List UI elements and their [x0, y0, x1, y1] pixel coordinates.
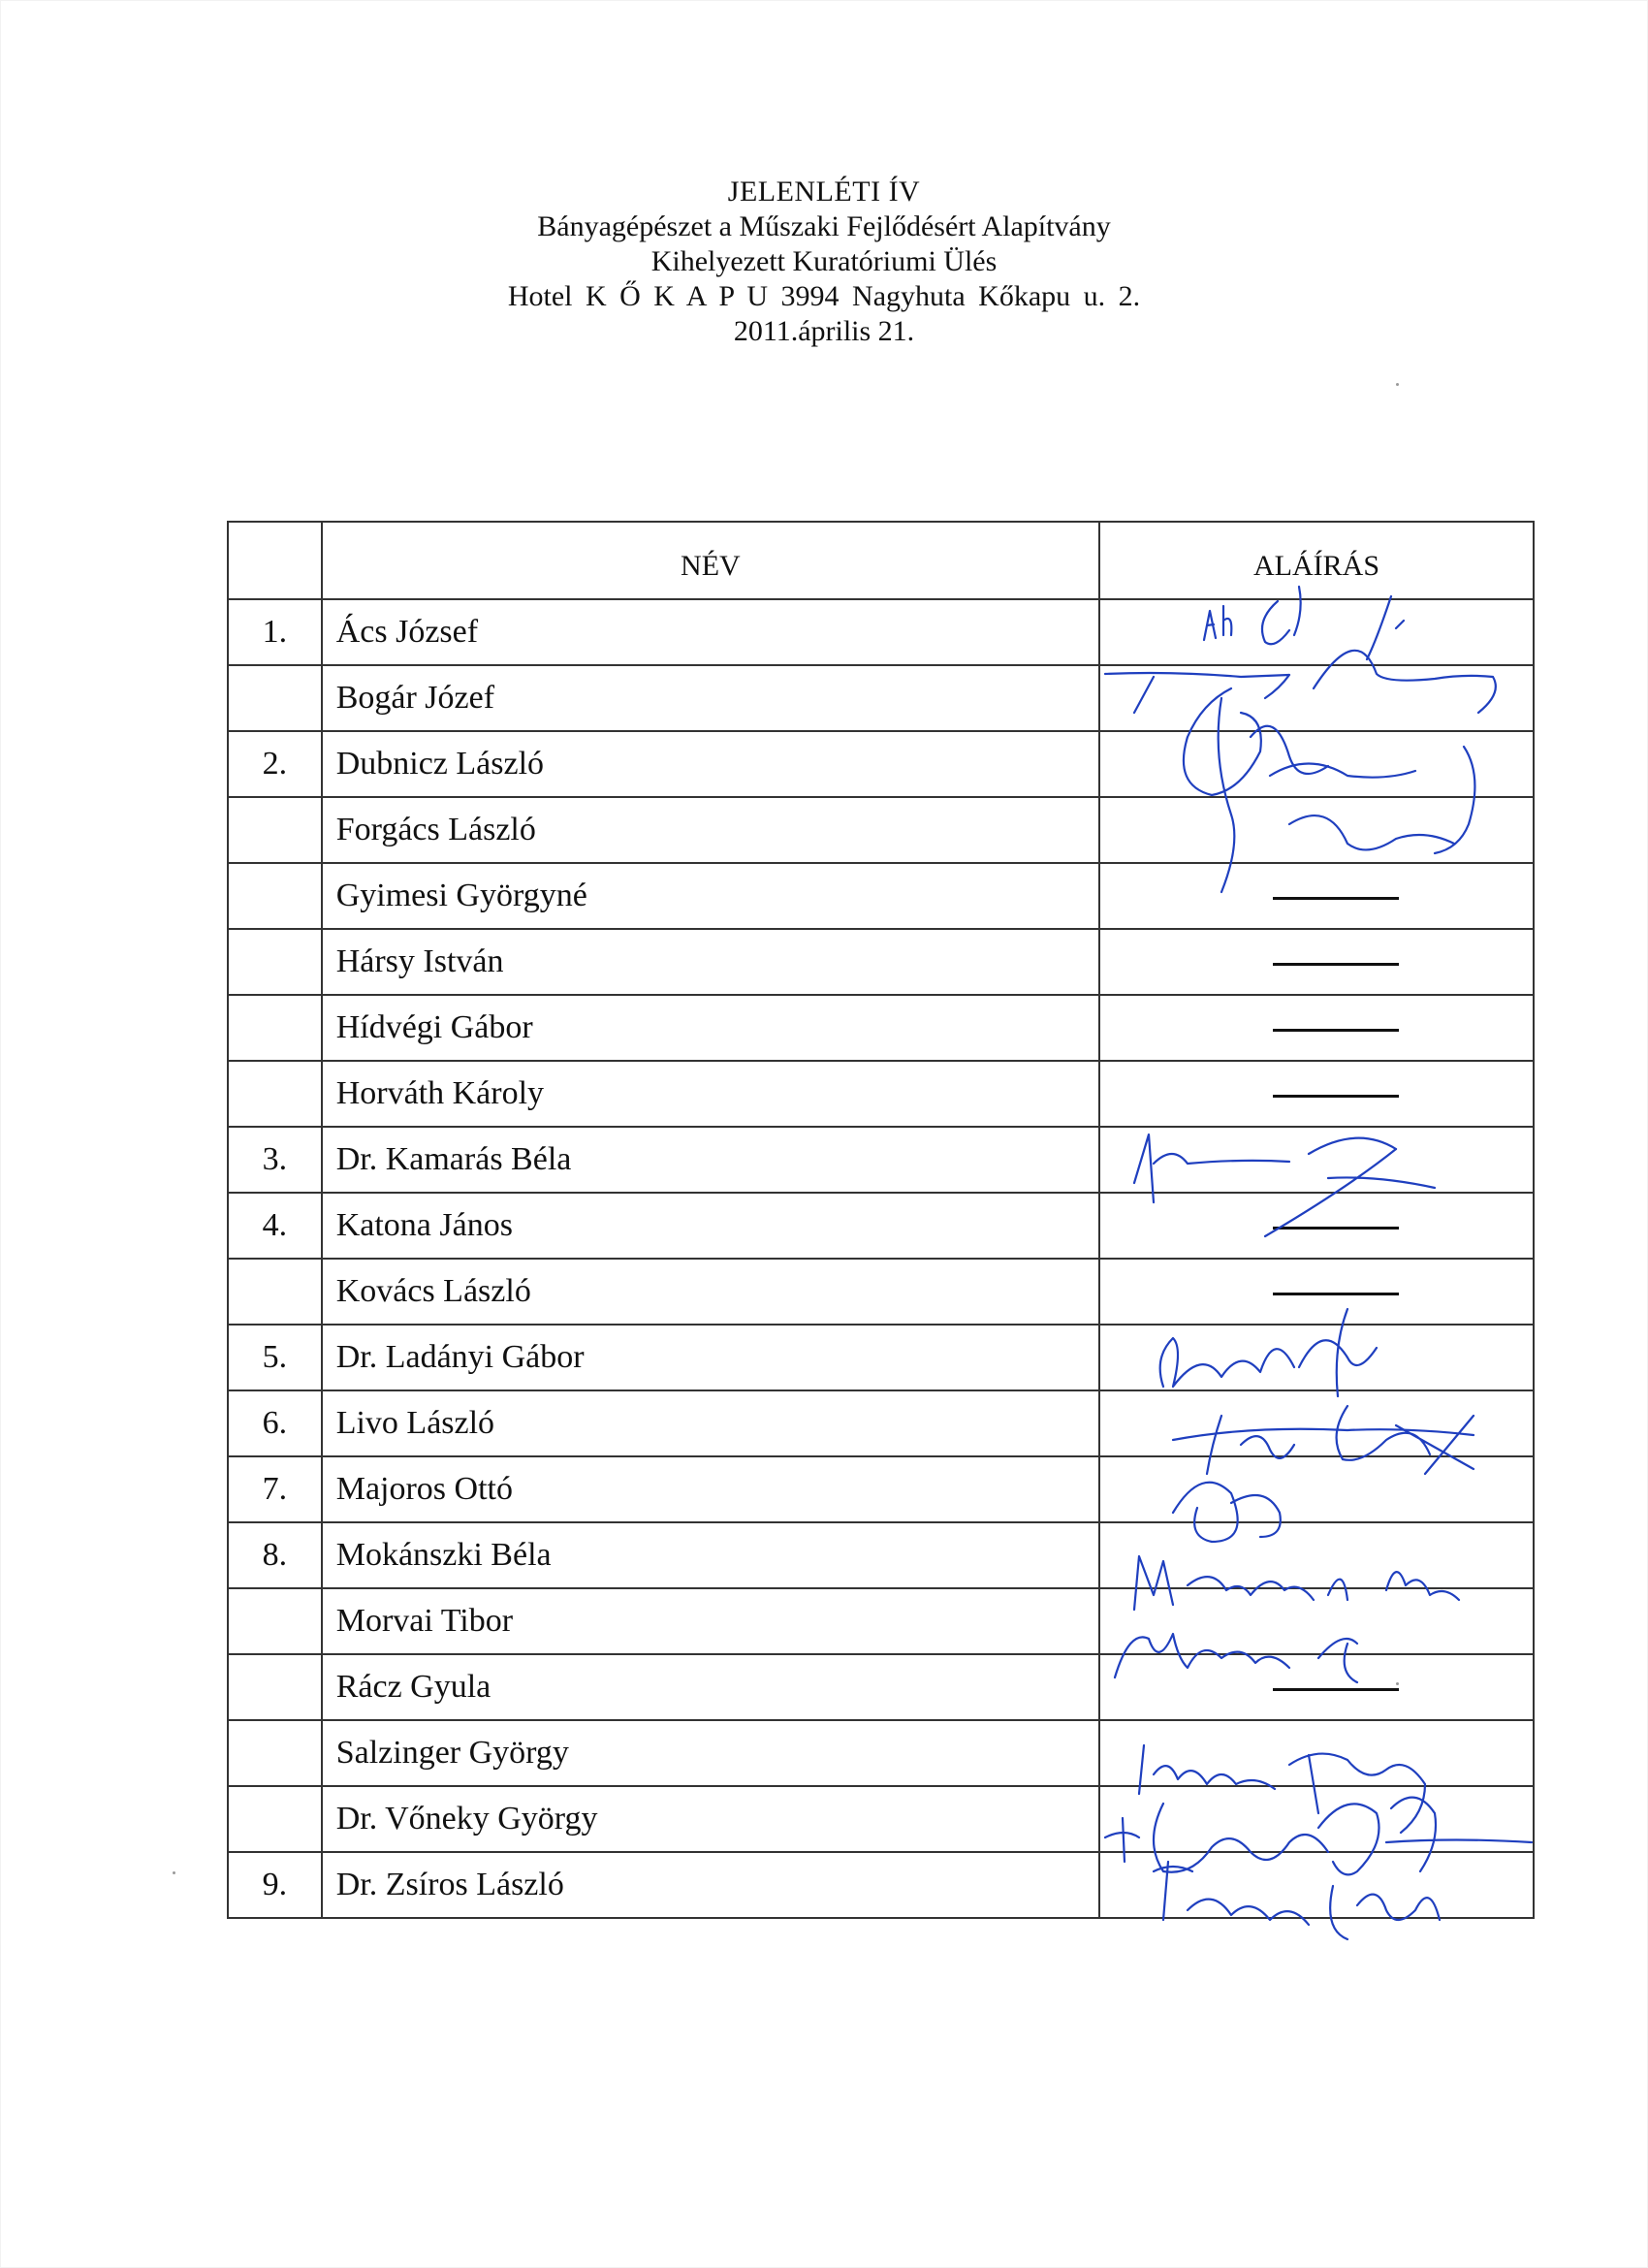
table-row — [228, 1852, 1534, 1918]
meeting-date: 2011.április 21. — [733, 315, 915, 347]
row-number: 1. — [228, 599, 322, 665]
attendee-name: Hársy István — [322, 929, 1099, 995]
absent-dash — [1273, 1095, 1399, 1098]
scan-speck — [1396, 1682, 1399, 1685]
row-number — [228, 1654, 322, 1720]
attendee-name: Katona János — [322, 1193, 1099, 1259]
table-row — [228, 1522, 1534, 1588]
signature-cell — [1099, 1127, 1534, 1193]
signature-cell — [1099, 863, 1534, 929]
attendee-name: Majoros Ottó — [322, 1456, 1099, 1522]
signature-cell — [1099, 1852, 1534, 1918]
signature-cell — [1099, 1390, 1534, 1456]
meeting-name: Kihelyezett Kuratóriumi Ülés — [650, 245, 998, 277]
table-row — [228, 1193, 1534, 1259]
absent-dash — [1273, 1293, 1399, 1295]
signature-cell — [1099, 1522, 1534, 1588]
signature-cell — [1099, 1193, 1534, 1259]
document-title: JELENLÉTI ÍV — [727, 176, 921, 208]
signature-cell — [1099, 1061, 1534, 1127]
absent-dash — [1273, 963, 1399, 966]
attendee-name: Dr. Ladányi Gábor — [322, 1325, 1099, 1390]
row-number: 7. — [228, 1456, 322, 1522]
header-number — [228, 522, 322, 599]
signature-cell — [1099, 797, 1534, 863]
table-row — [228, 1654, 1534, 1720]
absent-dash — [1273, 1029, 1399, 1032]
row-number — [228, 863, 322, 929]
table-row — [228, 929, 1534, 995]
table-row — [228, 1061, 1534, 1127]
attendee-name: Dr. Zsíros László — [322, 1852, 1099, 1918]
table-row — [228, 1325, 1534, 1390]
row-number: 6. — [228, 1390, 322, 1456]
attendee-name: Ács József — [322, 599, 1099, 665]
signature-cell — [1099, 1259, 1534, 1325]
signature-cell — [1099, 1588, 1534, 1654]
row-number — [228, 1786, 322, 1852]
attendee-name: Livo László — [322, 1390, 1099, 1456]
attendance-table — [227, 521, 1535, 1919]
table-row — [228, 599, 1534, 665]
header-signature: ALÁÍRÁS — [1099, 522, 1534, 599]
attendee-name: Mokánszki Béla — [322, 1522, 1099, 1588]
row-number — [228, 929, 322, 995]
signature-cell — [1099, 731, 1534, 797]
row-number: 4. — [228, 1193, 322, 1259]
table-row — [228, 1259, 1534, 1325]
row-number — [228, 1259, 322, 1325]
row-number — [228, 1588, 322, 1654]
row-number — [228, 1720, 322, 1786]
signature-cell — [1099, 995, 1534, 1061]
signature-cell — [1099, 1654, 1534, 1720]
row-number: 8. — [228, 1522, 322, 1588]
table-row — [228, 1588, 1534, 1654]
attendee-name: Salzinger György — [322, 1720, 1099, 1786]
signature-cell — [1099, 929, 1534, 995]
row-number: 9. — [228, 1852, 322, 1918]
header-name: NÉV — [322, 522, 1099, 599]
attendee-name: Hídvégi Gábor — [322, 995, 1099, 1061]
attendee-name: Kovács László — [322, 1259, 1099, 1325]
row-number — [228, 1061, 322, 1127]
row-number: 3. — [228, 1127, 322, 1193]
row-number: 5. — [228, 1325, 322, 1390]
row-number — [228, 797, 322, 863]
table-row — [228, 797, 1534, 863]
table-header-row — [228, 522, 1534, 599]
table-row — [228, 1390, 1534, 1456]
table-row — [228, 995, 1534, 1061]
row-number: 2. — [228, 731, 322, 797]
attendee-name: Gyimesi Györgyné — [322, 863, 1099, 929]
attendee-name: Morvai Tibor — [322, 1588, 1099, 1654]
attendee-name: Bogár Józef — [322, 665, 1099, 731]
absent-dash — [1273, 1688, 1399, 1691]
attendee-name: Dubnicz László — [322, 731, 1099, 797]
signature-cell — [1099, 1456, 1534, 1522]
row-number — [228, 995, 322, 1061]
absent-dash — [1273, 1227, 1399, 1230]
signature-cell — [1099, 1720, 1534, 1786]
attendee-name: Forgács László — [322, 797, 1099, 863]
attendee-name: Horváth Károly — [322, 1061, 1099, 1127]
attendee-name: Rácz Gyula — [322, 1654, 1099, 1720]
table-row — [228, 1786, 1534, 1852]
table-row — [228, 665, 1534, 731]
signature-cell — [1099, 1786, 1534, 1852]
table-row — [228, 731, 1534, 797]
scan-speck — [1396, 383, 1399, 386]
scan-speck — [173, 1871, 175, 1874]
attendee-name: Dr. Kamarás Béla — [322, 1127, 1099, 1193]
signature-cell — [1099, 599, 1534, 665]
foundation-name: Bányagépészet a Műszaki Fejlődésért Alapítvány — [537, 210, 1111, 242]
signature-cell — [1099, 665, 1534, 731]
table-row — [228, 1456, 1534, 1522]
table-row — [228, 863, 1534, 929]
attendee-name: Dr. Vőneky György — [322, 1786, 1099, 1852]
row-number — [228, 665, 322, 731]
table-row — [228, 1720, 1534, 1786]
table-row — [228, 1127, 1534, 1193]
absent-dash — [1273, 897, 1399, 900]
document-header — [0, 175, 1648, 349]
venue: Hotel K Ő K A P U 3994 Nagyhuta Kőkapu u. 2. — [507, 280, 1141, 312]
signature-cell — [1099, 1325, 1534, 1390]
